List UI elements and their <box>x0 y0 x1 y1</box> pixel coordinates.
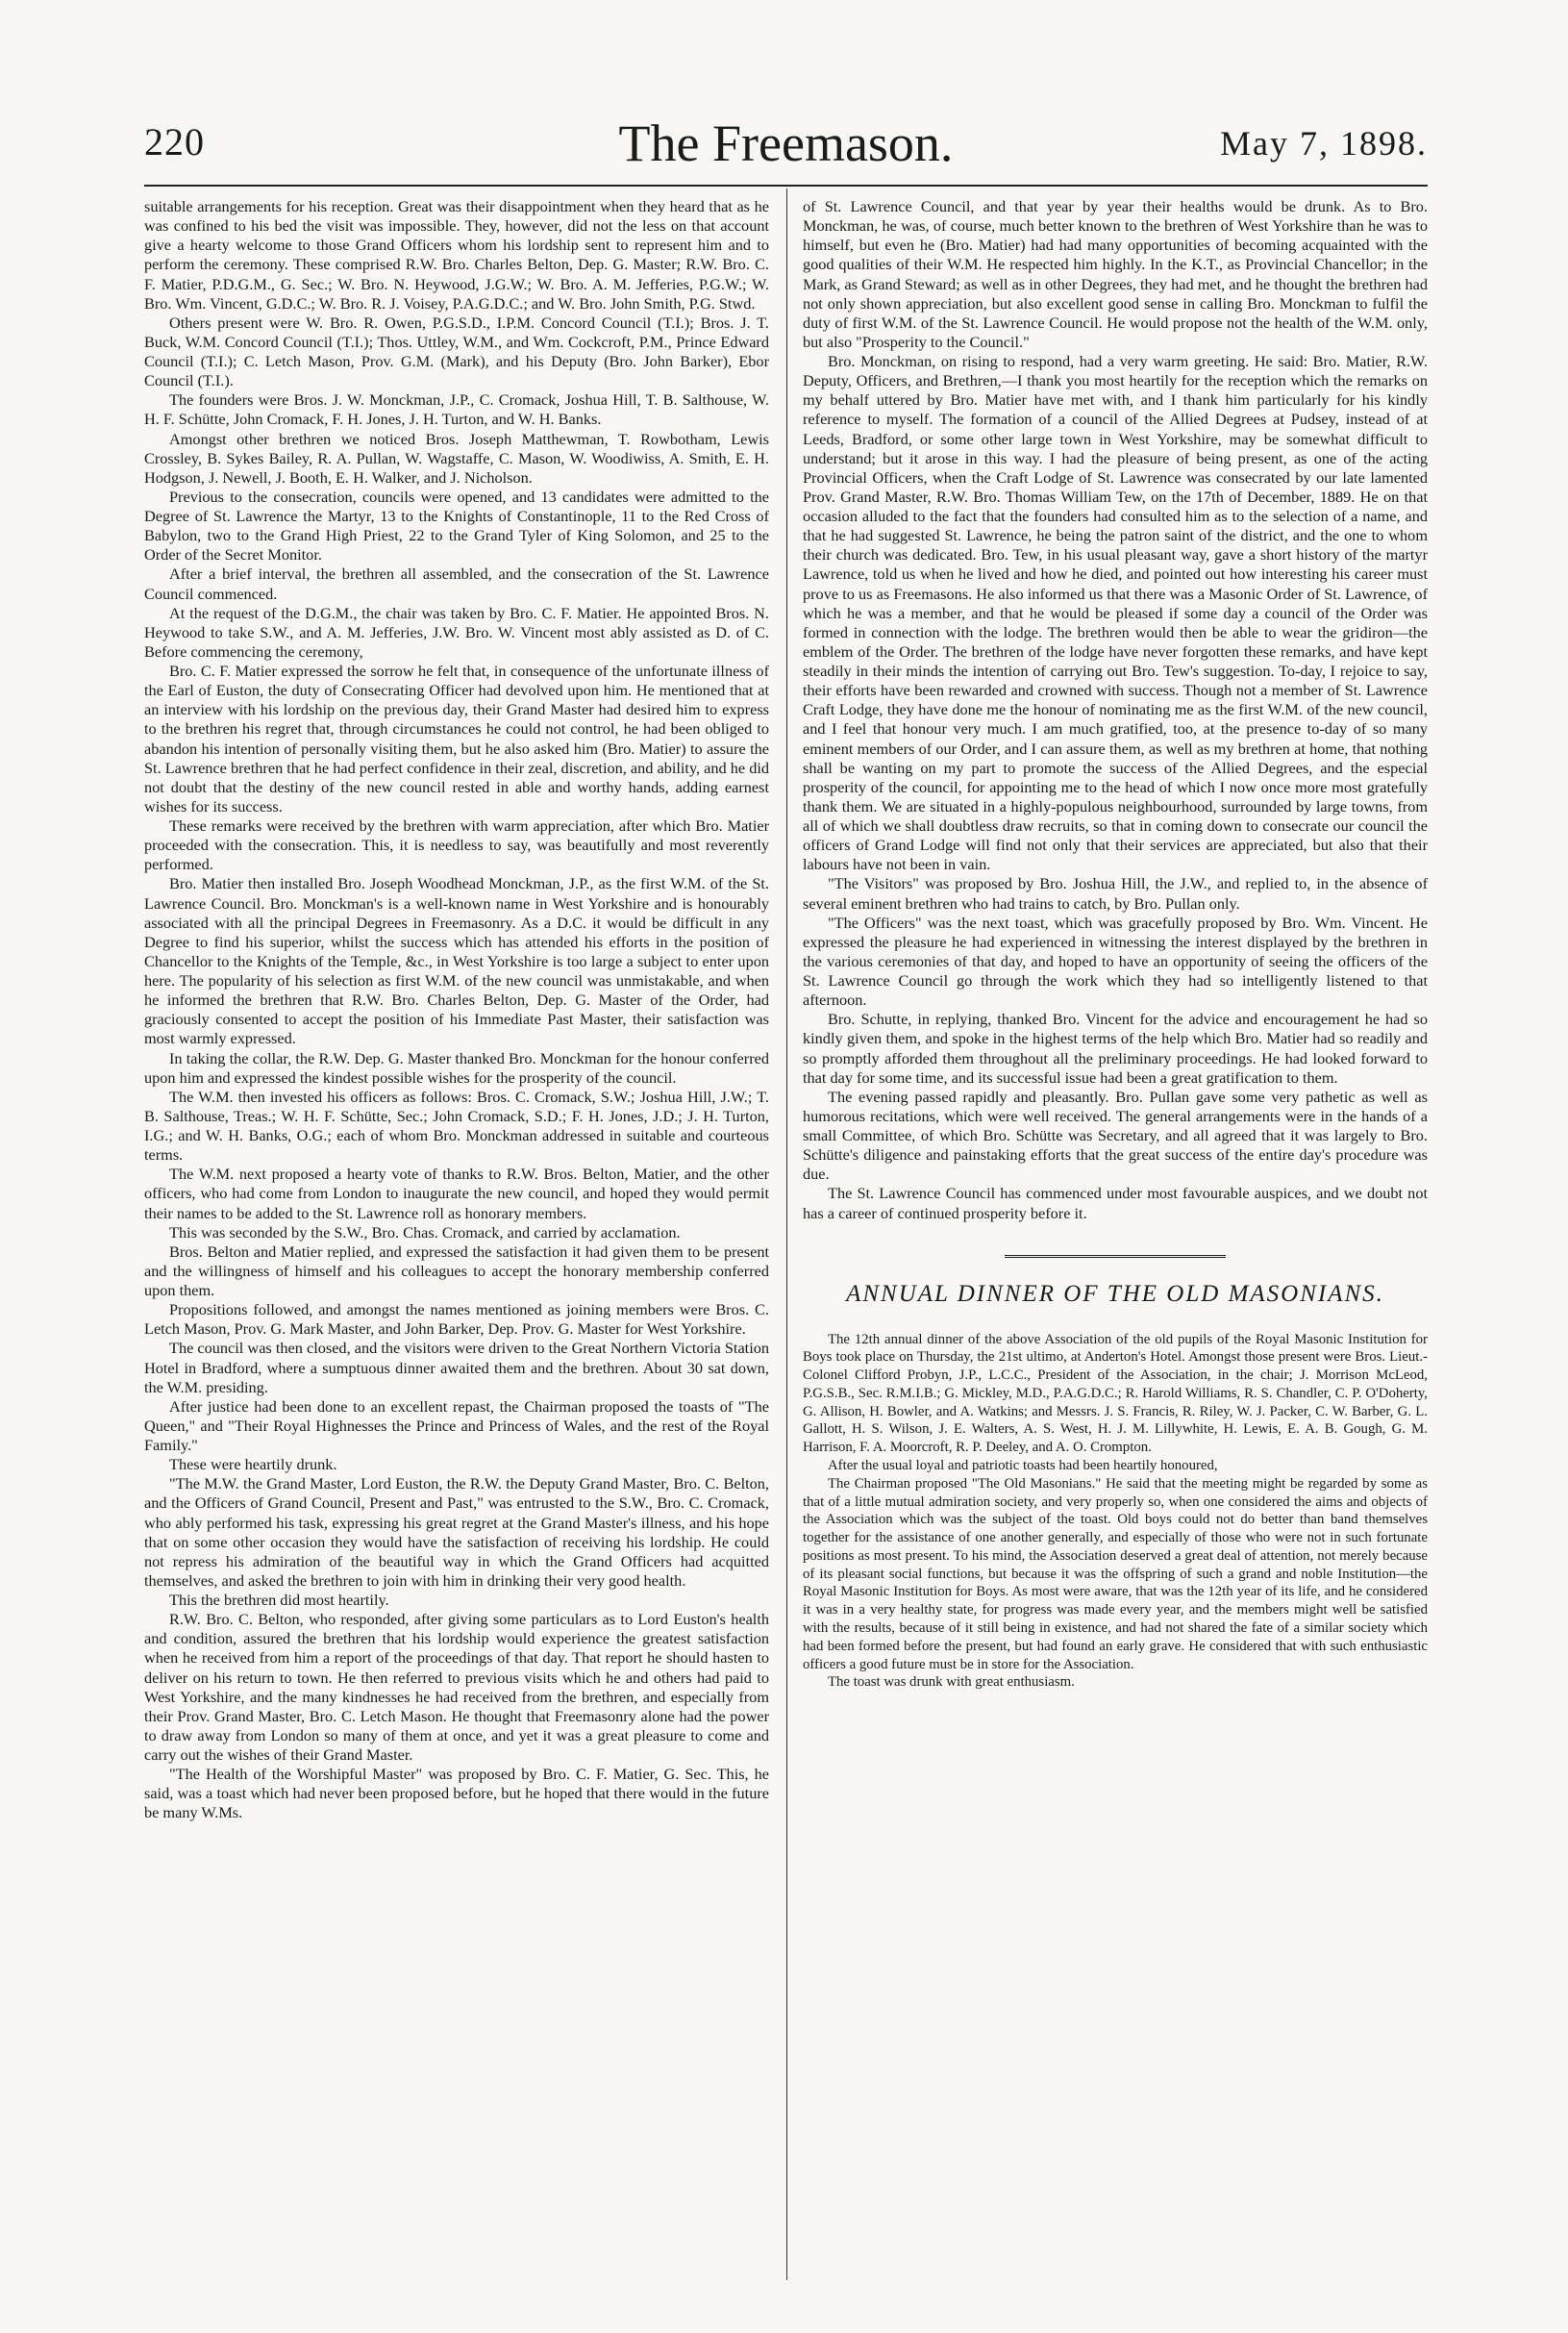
article-paragraph: The founders were Bros. J. W. Monckman, J.P., C. Cromack, Joshua Hill, T. B. Salthouse, W. H. F. Schütte, John Cromack, F. H. Jones, J. H. Turton, and W. H. Banks. <box>144 390 769 429</box>
article-paragraph: Others present were W. Bro. R. Owen, P.G.S.D., I.P.M. Concord Council (T.I.); Bros. J. T. Buck, W.M. Concord Council (T.I.); Thos. Uttley, W.M., and Wm. Cockcroft, P.M., Prince Edward Council (T.I.); C. Letch Mason, Prov. G.M. (Mark), and his Deputy (Bro. John Barker), Ebor Council (T.I.). <box>144 313 769 390</box>
article-paragraph: Bro. Matier then installed Bro. Joseph Woodhead Monckman, J.P., as the first W.M. of the St. Lawrence Council. Bro. Monckman's is a well-known name in West Yorkshire and is honourably associated with all the principal Degrees in Freemasonry. As a D.C. it would be difficult in any Degree to find his superior, whilst the success which has attended his efforts in the position of Chancellor to the Knights of the Temple, &c., in West Yorkshire is too large a subject to enter upon here. The popularity of his selection as first W.M. of the new council was unmistakable, and when he informed the brethren that R.W. Bro. Charles Belton, Dep. G. Master of the Order, had graciously consented to accept the position of his Immediate Past Master, their satisfaction was most warmly expressed. <box>144 874 769 1048</box>
article-paragraph: "The M.W. the Grand Master, Lord Euston, the R.W. the Deputy Grand Master, Bro. C. Belton, and the Officers of Grand Council, Present and Past," was entrusted to the S.W., Bro. C. Cromack, who ably performed his task, expressing his great regret at the Grand Master's illness, and his hope that on some other occasion they would have the satisfaction of receiving his lordship. He could not repress his admiration of the beautiful way in which the Grand Officers had acquitted themselves, and asked the brethren to join with him in drinking their very good health. <box>144 1474 769 1590</box>
article-paragraph: The council was then closed, and the visitors were driven to the Great Northern Victoria Station Hotel in Bradford, where a sumptuous dinner awaited them and the brethren. About 30 sat down, the W.M. presiding. <box>144 1339 769 1396</box>
article-paragraph: Bro. C. F. Matier expressed the sorrow he felt that, in consequence of the unfortunate illness of the Earl of Euston, the duty of Consecrating Officer had devolved upon him. He mentioned that at an interview with his lordship on the previous day, their Grand Master had desired him to express to the brethren his regret that, through circumstances he could not control, he had been obliged to abandon his intention of personally visiting them, but he also asked him (Bro. Matier) to assure the St. Lawrence brethren that he had perfect confidence in their zeal, discretion, and ability, and he did not doubt that the destiny of the new council rested in able and worthy hands, adding earnest wishes for its success. <box>144 662 769 815</box>
article-paragraph: Propositions followed, and amongst the names mentioned as joining members were Bros. C. Letch Mason, Prov. G. Mark Master, and John Barker, Dep. Prov. G. Master for West Yorkshire. <box>144 1300 769 1339</box>
header-rule <box>144 185 1428 187</box>
article-paragraph: The evening passed rapidly and pleasantly. Bro. Pullan gave some very pathetic as well as humorous recitations, which were well received. The general arrangements were in the hands of a small Committee, of which Bro. Schütte was Secretary, and all agreed that it was largely to Bro. Schütte's diligence and painstaking efforts that the great success of the entire day's procedure was due. <box>803 1087 1428 1184</box>
article-paragraph: Bros. Belton and Matier replied, and expressed the satisfaction it had given them to be present and the willingness of himself and his colleagues to accept the honorary membership conferred upon them. <box>144 1242 769 1299</box>
section-heading: ANNUAL DINNER OF THE OLD MASONIANS. <box>846 1280 1384 1307</box>
masthead <box>144 113 1428 183</box>
article-paragraph: "The Officers" was the next toast, which was gracefully proposed by Bro. Wm. Vincent. He expressed the pleasure he had experienced in witnessing the interest displayed by the brethren in the various ceremonies of that day, and hoped to have an opportunity of seeing the officers of the St. Lawrence Council go through the work which they had so intelligently listened to that afternoon. <box>803 913 1428 1010</box>
section-divider <box>1005 1255 1226 1261</box>
article-paragraph: At the request of the D.G.M., the chair was taken by Bro. C. F. Matier. He appointed Bros. N. Heywood to take S.W., and A. M. Jefferies, J.W. Bro. W. Vincent most ably assisted as D. of C. Before commencing the ceremony, <box>144 603 769 661</box>
article-paragraph: "The Visitors" was proposed by Bro. Joshua Hill, the J.W., and replied to, in the absence of several eminent brethren who had trains to catch, by Bro. Pullan only. <box>803 874 1428 913</box>
section-paragraph: The Chairman proposed "The Old Masonians." He said that the meeting might be regarded by some as that of a little mutual admiration society, and very properly so, when one considered the aims and objects of the Association which was the subject of the toast. Old boys could not do better than band themselves together for the assistance of one another generally, and especially of those who were not in such fortunate positions as most present. To his mind, the Association deserved a great deal of attention, not merely because of its pleasant social functions, but because it was the offspring of such a grand and noble Institution—the Royal Masonic Institution for Boys. As most were aware, that was the 12th year of its life, and he considered it was in a very healthy state, for progress was made every year, and the members might well be satisfied with the results, because of it still being in existence, and had not shared the fate of a similar society which had been formed before the present, but had found an early grave. He considered that with such enthusiastic officers a good future must be in store for the Association. <box>803 1475 1428 1672</box>
article-paragraph: Amongst other brethren we noticed Bros. Joseph Matthewman, T. Rowbotham, Lewis Crossley, B. Sykes Bailey, R. A. Pullan, W. Wagstaffe, C. Mason, W. Woodiwiss, A. Smith, E. H. Hodgson, J. Newell, J. Booth, E. H. Walker, and J. Nicholson. <box>144 429 769 487</box>
article-paragraph: Previous to the consecration, councils were opened, and 13 candidates were admitted to the Degree of St. Lawrence the Martyr, 13 to the Knights of Constantinople, 11 to the Red Cross of Babylon, two to the Grand High Priest, 22 to the Grand Tyler of King Solomon, and 25 to the Order of the Secret Monitor. <box>144 487 769 564</box>
section-paragraph: The toast was drunk with great enthusiasm. <box>828 1674 1075 1691</box>
article-paragraph: of St. Lawrence Council, and that year by year their healths would be drunk. As to Bro. Monckman, he was, of course, much better known to the brethren of West Yorkshire than he was to himself, but even he (Bro. Matier) had had many opportunities of becoming acquainted with the good qualities of their W.M. He respected him highly. In the K.T., as Provincial Chancellor; in the Mark, as Grand Steward; as well as in other Degrees, they had met, and he thought the brethren had not only shown appreciation, but also excellent good sense in calling Bro. Monckman to fulfil the duty of first W.M. of the St. Lawrence Council. He would propose not the health of the W.M. only, but also "Prosperity to the Council." <box>803 197 1428 351</box>
page-number: 220 <box>144 120 205 163</box>
article-paragraph: After a brief interval, the brethren all assembled, and the consecration of the St. Lawrence Council commenced. <box>144 564 769 603</box>
right-column <box>803 197 1428 1692</box>
article-paragraph: In taking the collar, the R.W. Dep. G. Master thanked Bro. Monckman for the honour conferred upon him and expressed the kindest possible wishes for the prosperity of the council. <box>144 1048 769 1087</box>
article-paragraph: The W.M. then invested his officers as follows: Bros. C. Cromack, S.W.; Joshua Hill, J.W.; T. B. Salthouse, Treas.; W. H. F. Schütte, Sec.; John Cromack, S.D.; F. H. Jones, J.D.; J. H. Turton, I.G.; and W. H. Banks, O.G.; each of whom Bro. Monckman addressed in suitable and courteous terms. <box>144 1087 769 1165</box>
article-paragraph: These remarks were received by the brethren with warm appreciation, after which Bro. Matier proceeded with the consecration. This, it is needless to say, was beautifully and most reverently performed. <box>144 816 769 874</box>
article-paragraph: These were heartily drunk. <box>169 1455 337 1474</box>
article-paragraph: This was seconded by the S.W., Bro. Chas. Cromack, and carried by acclamation. <box>169 1222 681 1242</box>
left-column <box>144 197 769 1823</box>
article-paragraph: suitable arrangements for his reception. Great was their disappointment when they heard that as he was confined to his bed the visit was impossible. They, however, did not the less on that account give a hearty welcome to those Grand Officers whom his lordship sent to represent him and to perform the ceremony. These comprised R.W. Bro. Charles Belton, Dep. G. Master; R.W. Bro. C. F. Matier, P.D.G.M., G. Sec.; W. Bro. N. Heywood, J.G.W.; W. Bro. A. M. Jefferies, P.G.W.; W. Bro. Wm. Vincent, G.D.C.; W. Bro. R. J. Voisey, P.A.G.D.C.; and W. Bro. John Smith, P.G. Stwd. <box>144 197 769 313</box>
article-paragraph: R.W. Bro. C. Belton, who responded, after giving some particulars as to Lord Euston's health and condition, assured the brethren that his lordship would experience the greatest satisfaction when he received from him a report of the proceedings of that day. That report he should hasten to deliver on his return to town. He then referred to previous visits which he and others had paid to West Yorkshire, and the many kindnesses he had received from the brethren, and especially from their Prov. Grand Master, Bro. C. Letch Mason. He thought that Freemasonry alone had the power to draw away from London so many of them at once, and yet it was a great pleasure to come and carry out the wishes of their Grand Master. <box>144 1610 769 1764</box>
article-paragraph: Bro. Monckman, on rising to respond, had a very warm greeting. He said: Bro. Matier, R.W. Deputy, Officers, and Brethren,—I thank you most heartily for the reception which the remarks on my behalf uttered by Bro. Matier have met with, and I thank him particularly for his kindly reference to myself. The formation of a council of the Allied Degrees at Pudsey, instead of at Leeds, Bradford, or some other large town in West Yorkshire, may be somewhat difficult to understand; but it arose in this way. I had the pleasure of being present, as one of the acting Provincial Officers, when the Craft Lodge of St. Lawrence was consecrated by our late lamented Prov. Grand Master, R.W. Bro. Thomas William Tew, on the 17th of December, 1889. He on that occasion alluded to the fact that the founders had consulted him as to the selection of a name, and that he had suggested St. Lawrence, he being the patron saint of the district, and the one to whom their church was dedicated. Bro. Tew, in his usual pleasant way, gave a short history of the martyr Lawrence, told us when he lived and how he died, and pointed out how interesting his career must prove to us as Freemasons. He also informed us that there was a Masonic Order of St. Lawrence, of which he was a member, and that he would be pleased if some day a council of the Order was formed in connection with the lodge. The brethren would then be able to wear the gridiron—the emblem of the Order. The brethren of the lodge have never forgotten these remarks, and have kept steadily in their minds the intention of carrying out Bro. Tew's suggestion. To-day, I rejoice to say, their efforts have been rewarded and crowned with success. Though not a member of St. Lawrence Craft Lodge, they have done me the honour of nominating me as the first W.M. of the new council, and I feel that honour very much. I am much gratified, too, at the presence to-day of so many eminent members of our Order, and I can assure them, as well as my brethren at home, that nothing shall be wanting on my part to promote the success of the Allied Degrees, and the especial prosperity of the council, for appointing me to the head of which I now once more most gratefully thank them. We are situated in a highly-populous neighbourhood, surrounded by large towns, from all of which we shall doubtless draw recruits, so that in coming down to consecrate our council the officers of Grand Lodge will find not only that their services are appreciated, but also that their labours have not been in vain. <box>803 352 1428 874</box>
section-paragraph: The 12th annual dinner of the above Association of the old pupils of the Royal Masonic Institution for Boys took place on Thursday, the 21st ultimo, at Anderton's Hotel. Amongst those present were Bros. Lieut.-Colonel Clifford Probyn, J.P., L.C.C., President of the Association, in the chair; J. Morrison McLeod, P.G.S.B., Sec. R.M.I.B.; G. Mickley, M.D., P.A.G.D.C.; R. Harold Williams, R. S. Chandler, C. P. O'Doherty, G. Allison, H. Bowler, and A. Watkins; and Messrs. J. S. Francis, R. Riley, W. J. Packer, C. W. Barber, G. L. Gallott, H. S. Wilson, J. E. Walters, A. S. West, H. J. M. Lillywhite, H. Lewis, E. A. B. Gough, G. M. Harrison, F. A. Moorcroft, R. P. Deeley, and A. O. Crompton. <box>803 1331 1428 1456</box>
article-paragraph: Bro. Schutte, in replying, thanked Bro. Vincent for the advice and encouragement he had so kindly given them, and spoke in the highest terms of the help which Bro. Matier had so readily and so promptly afforded them throughout all the preliminary proceedings. He had looked forward to that day for some time, and its successful issue had been a great gratification to them. <box>803 1010 1428 1087</box>
article-paragraph: This the brethren did most heartily. <box>169 1591 389 1609</box>
article-paragraph: The St. Lawrence Council has commenced under most favourable auspices, and we doubt not has a career of continued prosperity before it. <box>803 1184 1428 1222</box>
article-paragraph: "The Health of the Worshipful Master" was proposed by Bro. C. F. Matier, G. Sec. This, he said, was a toast which had never been proposed before, but he hoped that there would in the future be many W.Ms. <box>144 1765 769 1822</box>
column-divider <box>786 188 787 2280</box>
journal-title: The Freemason. <box>618 114 954 172</box>
article-paragraph: The W.M. next proposed a hearty vote of thanks to R.W. Bros. Belton, Matier, and the other officers, who had come from London to inaugurate the new council, and hoped they would permit their names to be added to the St. Lawrence roll as honorary members. <box>144 1165 769 1222</box>
article-paragraph: After justice had been done to an excellent repast, the Chairman proposed the toasts of "The Queen," and "Their Royal Highnesses the Prince and Princess of Wales, and the rest of the Royal Family." <box>144 1396 769 1454</box>
section-paragraph: After the usual loyal and patriotic toasts had been heartily honoured, <box>828 1457 1218 1473</box>
issue-date: May 7, 1898. <box>1220 124 1428 163</box>
section-body <box>803 1331 1428 1693</box>
